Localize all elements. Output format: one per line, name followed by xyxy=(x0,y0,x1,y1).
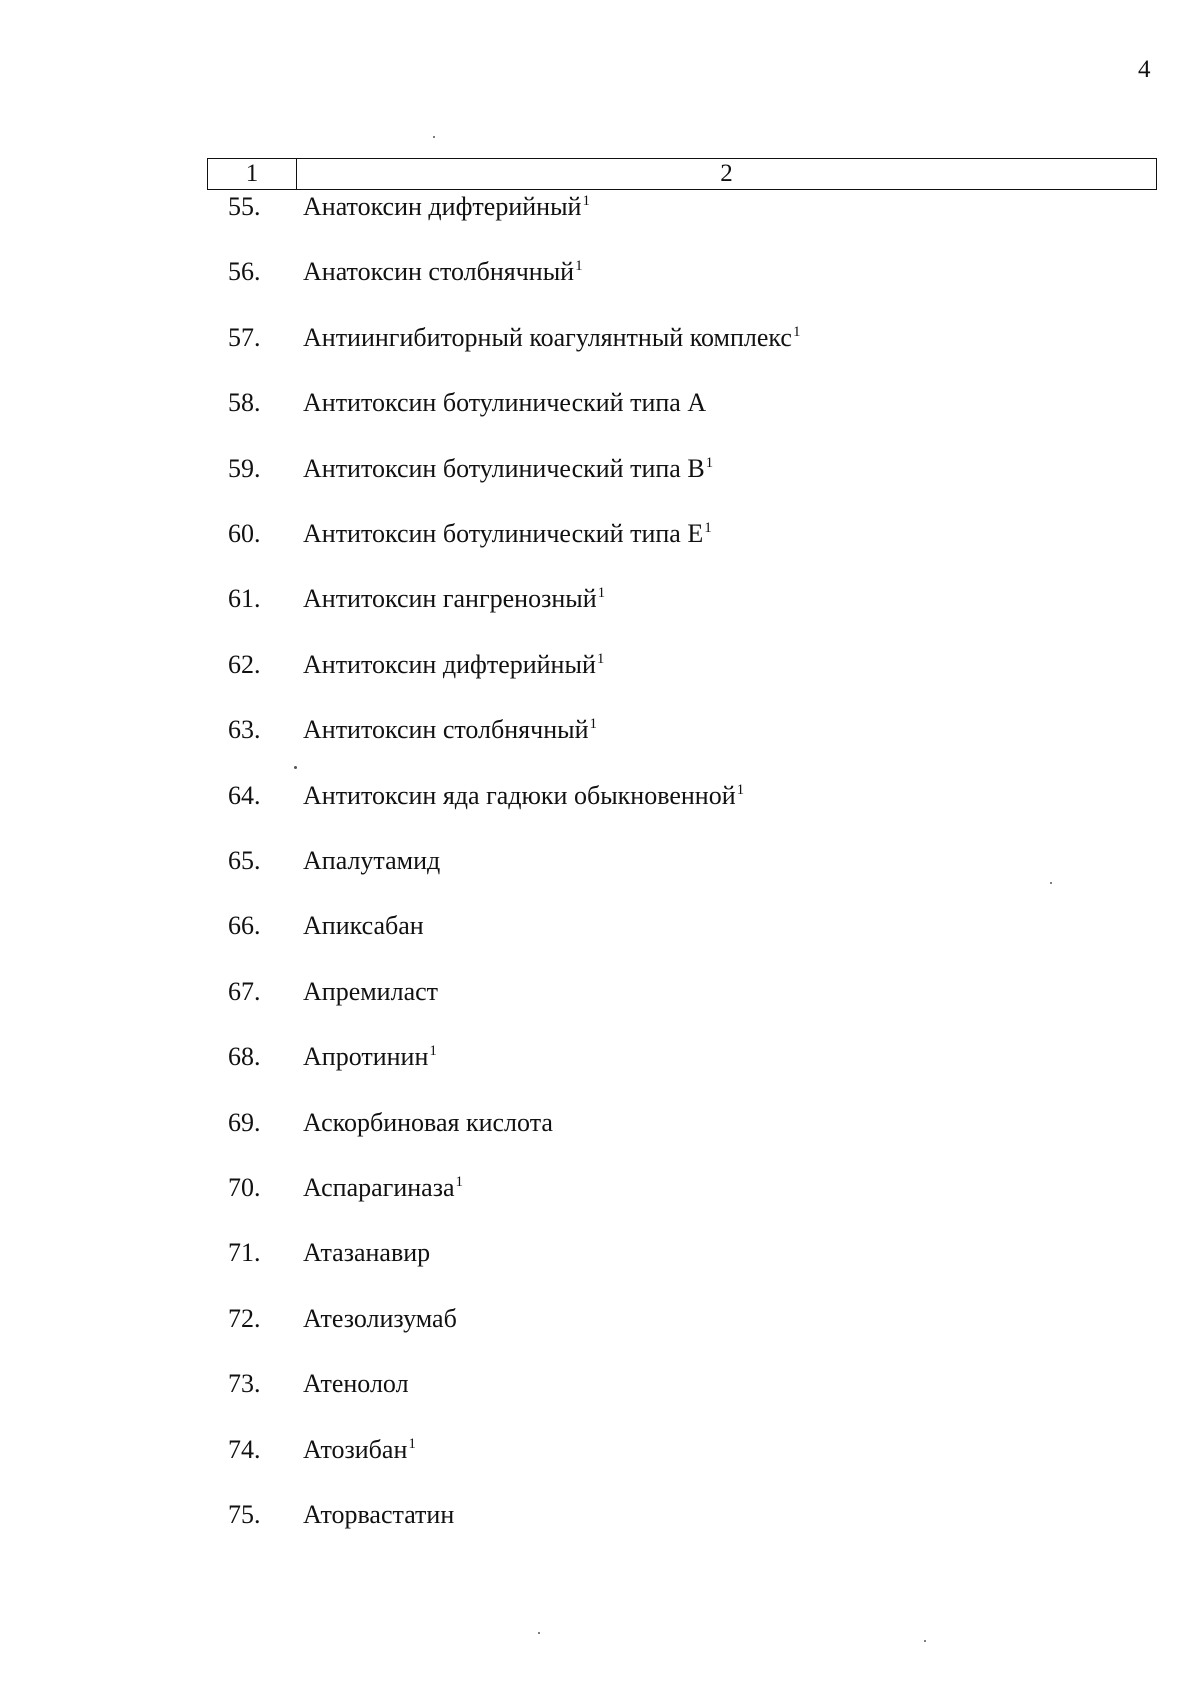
item-number: 64. xyxy=(228,780,261,810)
list-item xyxy=(0,255,1200,295)
item-number: 74. xyxy=(228,1434,261,1464)
item-number: 57. xyxy=(228,322,261,352)
item-name xyxy=(303,582,605,616)
item-name-text: Атазанавир xyxy=(303,1238,431,1268)
list-item xyxy=(0,1433,1200,1473)
footnote-marker: 1 xyxy=(596,650,605,667)
item-number: 55. xyxy=(228,192,261,221)
list-item xyxy=(0,190,1200,230)
list-item xyxy=(0,1498,1200,1538)
item-name-text: Антитоксин ботулинический типа Е xyxy=(303,519,704,548)
item-name xyxy=(303,1236,430,1270)
item-name xyxy=(303,975,438,1009)
item-number: 56. xyxy=(228,257,261,287)
item-name-text: Анатоксин столбнячный xyxy=(303,257,575,287)
item-number: 75. xyxy=(228,1500,261,1529)
item-number: 65. xyxy=(228,846,261,875)
item-name xyxy=(303,909,424,943)
item-name xyxy=(303,779,744,813)
item-number: 66. xyxy=(228,911,261,941)
footnote-marker: 1 xyxy=(429,1043,437,1060)
item-name-text: Апремиласт xyxy=(303,976,439,1006)
list-item xyxy=(0,452,1200,492)
footnote-marker: 1 xyxy=(408,1435,416,1452)
item-number: 63. xyxy=(228,715,261,745)
list-item xyxy=(0,582,1200,622)
item-name-text: Антитоксин дифтерийный xyxy=(303,649,596,679)
item-name xyxy=(303,1040,437,1074)
list-item xyxy=(0,909,1200,949)
item-name-text: Анатоксин дифтерийный xyxy=(303,192,582,221)
item-number: 58. xyxy=(228,388,261,418)
item-name xyxy=(303,190,590,224)
list-item xyxy=(0,321,1200,361)
item-number: 68. xyxy=(228,1042,261,1072)
footnote-marker: 1 xyxy=(792,323,801,340)
item-name xyxy=(303,1171,463,1205)
table-header xyxy=(207,158,1157,190)
item-name xyxy=(303,844,440,878)
footnote-marker: 1 xyxy=(455,1174,464,1190)
item-number: 62. xyxy=(228,649,261,679)
item-name xyxy=(303,517,712,551)
scan-speck xyxy=(1050,882,1052,884)
list-item xyxy=(0,779,1200,819)
footnote-marker: 1 xyxy=(736,781,745,798)
item-name-text: Антиингибиторный коагулянтный комплекс xyxy=(303,322,792,352)
item-number: 67. xyxy=(228,976,261,1006)
item-name-text: Антитоксин яда гадюки обыкновенной xyxy=(303,780,736,810)
footnote-marker: 1 xyxy=(589,716,598,733)
item-name-text: Апалутамид xyxy=(303,846,441,875)
item-name xyxy=(303,1302,457,1336)
list-item xyxy=(0,713,1200,753)
scan-speck xyxy=(538,1632,540,1634)
footnote-marker: 1 xyxy=(582,193,590,209)
item-number: 60. xyxy=(228,519,261,548)
item-name xyxy=(303,321,800,355)
item-name-text: Антитоксин ботулинический типа А xyxy=(303,388,707,418)
footnote-marker: 1 xyxy=(597,585,606,602)
list-item xyxy=(0,1040,1200,1080)
scan-speck xyxy=(433,136,435,138)
footnote-marker: 1 xyxy=(705,454,714,471)
item-name xyxy=(303,452,713,486)
scan-speck xyxy=(294,766,297,769)
list-item xyxy=(0,517,1200,557)
page-number: 4 xyxy=(1138,56,1151,83)
item-name-text: Антитоксин гангренозный xyxy=(303,584,597,614)
item-name xyxy=(303,1433,416,1467)
item-number: 73. xyxy=(228,1369,261,1399)
list-item xyxy=(0,1367,1200,1407)
item-name xyxy=(303,386,706,420)
item-number: 70. xyxy=(228,1173,261,1202)
scan-speck xyxy=(924,1640,926,1642)
list-item xyxy=(0,386,1200,426)
item-name-text: Атезолизумаб xyxy=(303,1303,457,1333)
list-item xyxy=(0,1171,1200,1211)
item-name xyxy=(303,1498,454,1532)
header-column-name: 2 xyxy=(720,160,733,187)
list-item xyxy=(0,1106,1200,1146)
list-item xyxy=(0,648,1200,688)
item-name-text: Антитоксин ботулинический типа В xyxy=(303,453,705,483)
item-name xyxy=(303,648,604,682)
item-number: 61. xyxy=(228,584,261,614)
list-item xyxy=(0,1236,1200,1276)
footnote-marker: 1 xyxy=(575,258,583,275)
item-name-text: Апротинин xyxy=(303,1042,429,1072)
item-number: 71. xyxy=(228,1238,261,1268)
list-item xyxy=(0,975,1200,1015)
item-name-text: Атенолол xyxy=(303,1369,409,1399)
item-name xyxy=(303,1367,409,1401)
item-name xyxy=(303,255,583,289)
item-name-text: Аспарагиназа xyxy=(303,1173,455,1202)
item-name xyxy=(303,1106,553,1140)
item-number: 69. xyxy=(228,1107,261,1137)
item-number: 72. xyxy=(228,1303,261,1333)
item-name xyxy=(303,713,597,747)
list-item xyxy=(0,844,1200,884)
item-name-text: Аторвастатин xyxy=(303,1500,455,1529)
item-name-text: Аскорбиновая кислота xyxy=(303,1107,553,1137)
footnote-marker: 1 xyxy=(704,520,712,536)
item-name-text: Атозибан xyxy=(303,1434,408,1464)
item-name-text: Апиксабан xyxy=(303,911,424,941)
list-item xyxy=(0,1302,1200,1342)
header-column-number: 1 xyxy=(208,159,297,189)
item-name-text: Антитоксин столбнячный xyxy=(303,715,589,745)
item-number: 59. xyxy=(228,453,261,483)
